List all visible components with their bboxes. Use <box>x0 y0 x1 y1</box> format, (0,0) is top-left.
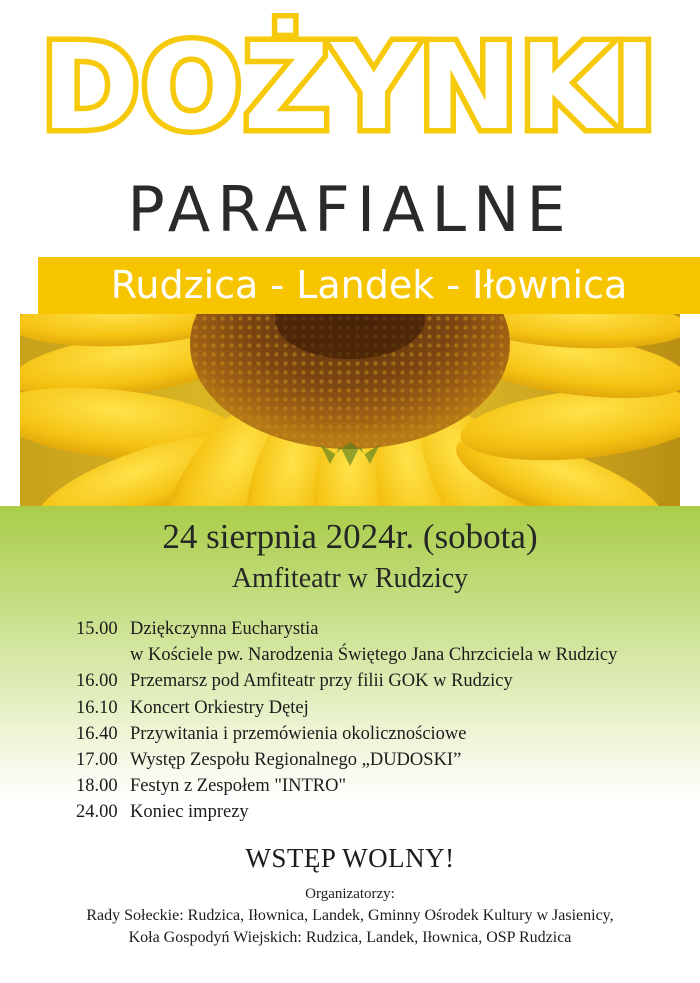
organizers-line-2: Koła Gospodyń Wiejskich: Rudzica, Landek, Iłownica, OSP Rudzica <box>128 929 572 946</box>
schedule-description-continued: w Kościele pw. Narodzenia Świętego Jana Chrzciciela w Rudzicy <box>130 645 618 666</box>
event-date: 24 sierpnia 2024r. (sobota) <box>162 517 538 556</box>
schedule-description: Przywitania i przemówienia okolicznościowe <box>130 723 467 744</box>
schedule-description: Koncert Orkiestry Dętej <box>130 697 309 718</box>
schedule-list <box>76 616 686 826</box>
schedule-item <box>76 799 686 825</box>
schedule-description: Dziękczynna Eucharystia <box>130 619 319 639</box>
schedule-description: Koniec imprezy <box>130 802 249 823</box>
event-venue: Amfiteatr w Rudzicy <box>231 563 469 594</box>
schedule-time: 16.00 <box>76 671 118 692</box>
schedule-time: 15.00 <box>76 619 118 639</box>
schedule-item <box>76 773 686 799</box>
sunflower-image <box>20 314 680 506</box>
schedule-time: 18.00 <box>76 776 118 797</box>
schedule-time: 24.00 <box>76 802 118 823</box>
poster-title: DOŻYNKI <box>41 18 659 156</box>
schedule-item <box>76 616 686 642</box>
schedule-description: Festyn z Zespołem "INTRO" <box>130 776 347 797</box>
poster-subtitle: PARAFIALNE <box>127 173 573 246</box>
schedule-item <box>76 721 686 747</box>
locations-band <box>38 257 700 314</box>
schedule-time: 16.40 <box>76 723 118 744</box>
organizers-label: Organizatorzy: <box>305 886 395 902</box>
locations-text: Rudzica - Landek - Iłownica <box>110 263 628 307</box>
schedule-item <box>76 695 686 721</box>
schedule-time: 17.00 <box>76 750 118 771</box>
sunflower-graphic <box>20 314 680 506</box>
free-entry-notice: WSTĘP WOLNY! <box>245 843 455 873</box>
schedule-time: 16.10 <box>76 697 118 718</box>
schedule-description: Występ Zespołu Regionalnego „DUDOSKI” <box>130 750 462 771</box>
schedule-item <box>76 668 686 694</box>
schedule-description: Przemarsz pod Amfiteatr przy filii GOK w Rudzicy <box>130 671 513 692</box>
schedule-item <box>76 747 686 773</box>
organizers-line-1: Rady Sołeckie: Rudzica, Iłownica, Landek, Gminny Ośrodek Kultury w Jasienicy, <box>86 907 614 924</box>
